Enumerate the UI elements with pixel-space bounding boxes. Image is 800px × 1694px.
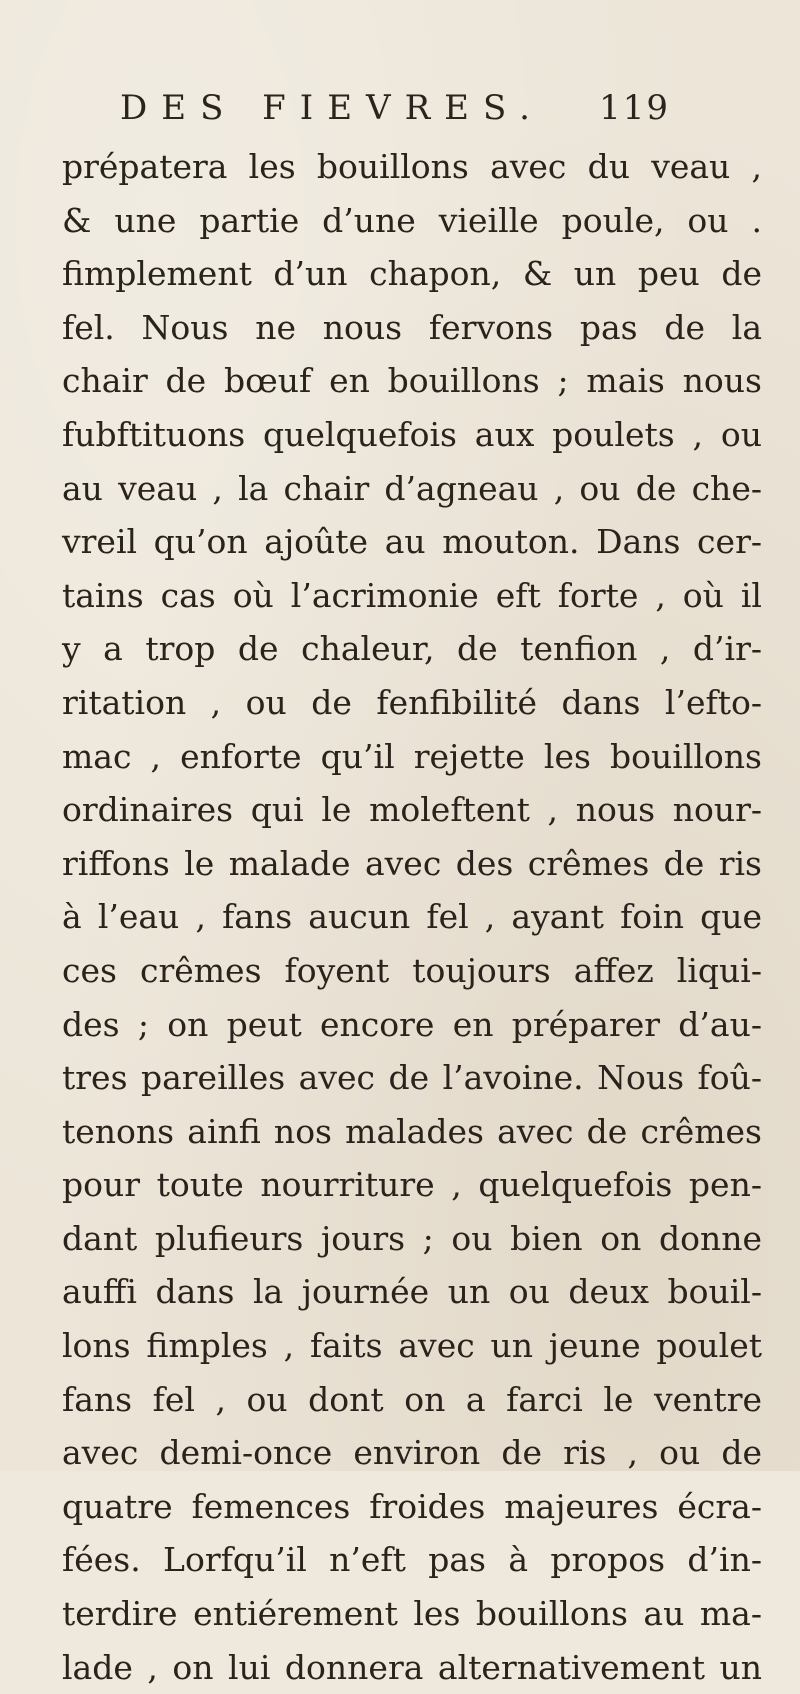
running-head xyxy=(120,88,670,132)
text-line: fans fel , ou dont on a farci le ventre xyxy=(62,1379,762,1419)
text-line: & une partie d’une vieille poule, ou . xyxy=(62,200,762,240)
text-line: fimplement d’un chapon, & un peu de xyxy=(62,254,762,294)
text-line: chair de bœuf en bouillons ; mais nous xyxy=(62,361,762,401)
text-line: des ; on peut encore en préparer d’au- xyxy=(62,1004,762,1044)
text-line: avec demi-once environ de ris , ou de xyxy=(62,1433,762,1473)
text-line: pour toute nourriture , quelquefois pen- xyxy=(62,1165,762,1205)
text-line: lade , on lui donnera alternativement un xyxy=(62,1647,762,1687)
text-line: mac , enforte qu’il rejette les bouillons xyxy=(62,736,762,776)
text-line: à l’eau , fans aucun fel , ayant foin que xyxy=(62,897,762,937)
text-line: terdire entiérement les bouillons au ma- xyxy=(62,1594,762,1634)
text-line: prépatera les bouillons avec du veau , xyxy=(62,147,762,186)
text-line: tains cas où l’acrimonie eft forte , où il xyxy=(62,575,762,615)
text-line: tenons ainfi nos malades avec de crêmes xyxy=(62,1111,762,1151)
text-line: riffons le malade avec des crêmes de ris xyxy=(62,843,762,883)
text-line: fel. Nous ne nous fervons pas de la xyxy=(62,307,762,347)
text-line: fubftituons quelquefois aux poulets , ou xyxy=(62,414,762,454)
text-line: dant plufieurs jours ; ou bien on donne xyxy=(62,1218,762,1258)
text-line: au veau , la chair d’agneau , ou de che- xyxy=(62,468,762,508)
text-line: ordinaires qui le moleftent , nous nour- xyxy=(62,790,762,830)
page-number: 119 xyxy=(599,88,670,128)
text-line: ritation , ou de fenfibilité dans l’efto- xyxy=(62,682,762,722)
text-line: tres pareilles avec de l’avoine. Nous foû- xyxy=(62,1058,762,1098)
text-line: quatre femences froides majeures écra- xyxy=(62,1486,762,1526)
running-title: DES FIEVRES. xyxy=(120,88,544,128)
body-text xyxy=(62,140,762,1694)
text-line: fées. Lorfqu’il n’eft pas à propos d’in- xyxy=(62,1540,762,1580)
text-line: y a trop de chaleur, de tenfion , d’ir- xyxy=(62,629,762,669)
text-line: auffi dans la journée un ou deux bouil- xyxy=(62,1272,762,1312)
text-line: lons fimples , faits avec un jeune poulet xyxy=(62,1326,762,1366)
text-line: ces crêmes foyent toujours affez liqui- xyxy=(62,950,762,990)
text-line: vreil qu’on ajoûte au mouton. Dans cer- xyxy=(62,522,762,562)
